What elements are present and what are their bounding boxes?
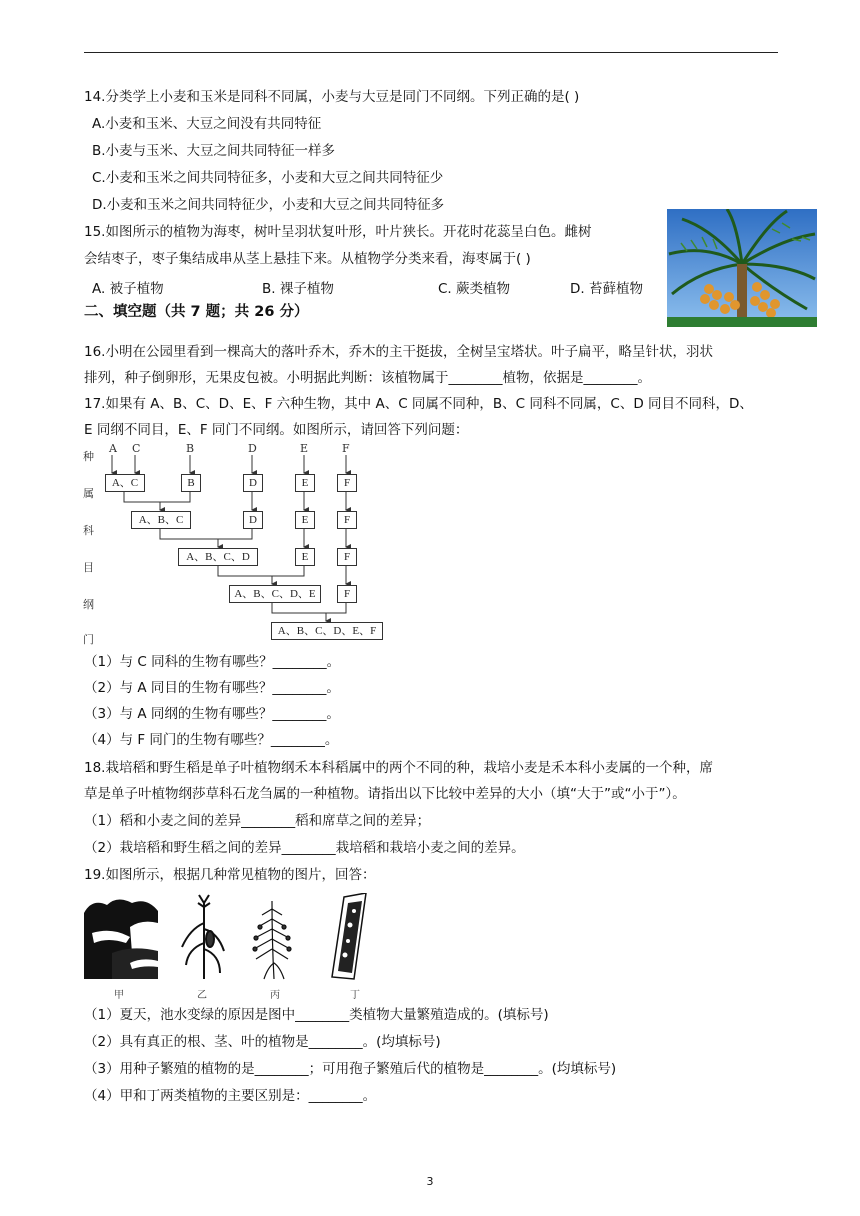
rank-order: 目 — [83, 561, 94, 574]
q18-sub2: （2）栽培稻和野生稻之间的差异________栽培稻和栽培小麦之间的差异。 — [84, 840, 525, 856]
box-phylum-all: A、B、C、D、E、F — [271, 622, 383, 640]
top-label-d: D — [248, 442, 257, 455]
top-label-e: E — [300, 442, 309, 455]
q14-stem: 14.分类学上小麦和玉米是同科不同属，小麦与大豆是同门不同纲。下列正确的是( ) — [84, 89, 580, 105]
q18-line2: 草是单子叶植物纲莎草科石龙刍属的一种植物。请指出以下比较中差异的大小（填“大于”或“小于”）。 — [84, 786, 686, 802]
section-title: 二、填空题（共 7 题；共 26 分） — [84, 304, 309, 320]
q15-option-d[interactable]: D. 苔藓植物 — [570, 281, 643, 297]
q17-line2: E 同纲不同目，E、F 同门不同纲。如图所示，请回答下列问题： — [84, 422, 469, 438]
img-label-ding: 丁 — [350, 990, 360, 1001]
top-label-f: F — [342, 442, 350, 455]
rank-phylum: 门 — [83, 633, 94, 646]
box-family-d: D — [243, 511, 263, 529]
q15-line1: 15.如图所示的植物为海枣，树叶呈羽状复叶形，叶片狭长。开花时花蕊呈白色。雌树 — [84, 224, 592, 240]
box-genus-f: F — [337, 474, 357, 492]
q19-sub1: （1）夏天，池水变绿的原因是图中________类植物大量繁殖造成的。(填标号) — [84, 1007, 549, 1023]
q19-line1: 19.如图所示，根据几种常见植物的图片，回答： — [84, 867, 376, 883]
img-label-yi: 乙 — [197, 990, 207, 1001]
q14-option-c[interactable]: C.小麦和玉米之间共同特征多，小麦和大豆之间共同特征少 — [92, 170, 444, 186]
q15-option-b[interactable]: B. 裸子植物 — [262, 281, 334, 297]
corn-plant-image — [182, 895, 224, 979]
img-label-jia: 甲 — [114, 990, 124, 1001]
box-family-f: F — [337, 511, 357, 529]
q17-sub3: （3）与 A 同纲的生物有哪些？________。 — [84, 706, 340, 722]
box-order-abcd: A、B、C、D — [178, 548, 258, 566]
q15-option-a[interactable]: A. 被子植物 — [92, 281, 164, 297]
q17-sub4: （4）与 F 同门的生物有哪些？________。 — [84, 732, 339, 748]
box-genus-ac: A、C — [105, 474, 145, 492]
img-label-bing: 丙 — [270, 990, 280, 1001]
q15-option-c[interactable]: C. 蕨类植物 — [438, 281, 511, 297]
q14-option-a[interactable]: A.小麦和玉米、大豆之间没有共同特征 — [92, 116, 322, 132]
q17-line1: 17.如果有 A、B、C、D、E、F 六种生物，其中 A、C 同属不同种，B、C 同科不同属，C、D 同目不同科，D、 — [84, 396, 753, 412]
q18-sub1: （1）稻和小麦之间的差异________稻和席草之间的差异； — [84, 813, 431, 829]
q15-line2: 会结枣子，枣子集结成串从茎上悬挂下来。从植物学分类来看，海枣属于( ) — [84, 251, 531, 267]
rank-family: 科 — [83, 524, 94, 537]
box-family-abc: A、B、C — [131, 511, 191, 529]
rank-genus: 属 — [83, 487, 94, 500]
box-genus-e: E — [295, 474, 315, 492]
rank-class: 纲 — [83, 598, 94, 611]
box-genus-d: D — [243, 474, 263, 492]
box-class-abcde: A、B、C、D、E — [229, 585, 321, 603]
rank-species: 种 — [83, 450, 94, 463]
box-order-f: F — [337, 548, 357, 566]
box-order-e: E — [295, 548, 315, 566]
page-number: 3 — [426, 1175, 434, 1188]
top-label-a: A — [109, 442, 117, 455]
q19-sub4: （4）甲和丁两类植物的主要区别是：________。 — [84, 1088, 377, 1104]
q14-option-d[interactable]: D.小麦和玉米之间共同特征少，小麦和大豆之间共同特征多 — [92, 197, 445, 213]
box-family-e: E — [295, 511, 315, 529]
box-class-f: F — [337, 585, 357, 603]
box-genus-b: B — [181, 474, 201, 492]
q16-line1: 16.小明在公园里看到一棵高大的落叶乔木，乔木的主干挺拔，全树呈宝塔状。叶子扁平，略呈针状，羽状 — [84, 344, 713, 360]
date-palm-image — [667, 209, 817, 327]
q18-line1: 18.栽培稻和野生稻是单子叶植物纲禾本科稻属中的两个不同的种，栽培小麦是禾本科小麦属的一个种，席 — [84, 760, 713, 776]
q17-sub1: （1）与 C 同科的生物有哪些？________。 — [84, 654, 341, 670]
q19-sub2: （2）具有真正的根、茎、叶的植物是________。(均填标号) — [84, 1034, 441, 1050]
algae-image — [332, 893, 366, 979]
top-label-c: C — [132, 442, 141, 455]
fern-image — [253, 901, 291, 979]
q14-option-b[interactable]: B.小麦与玉米、大豆之间共同特征一样多 — [92, 143, 336, 159]
pine-tree-image — [82, 893, 160, 979]
q19-sub3: （3）用种子繁殖的植物的是________；可用孢子繁殖后代的植物是________。(均填标号) — [84, 1061, 617, 1077]
q16-line2: 排列，种子倒卵形，无果皮包被。小明据此判断：该植物属于________植物，依据是________。 — [84, 370, 651, 386]
q17-sub2: （2）与 A 同目的生物有哪些？________。 — [84, 680, 340, 696]
top-label-b: B — [186, 442, 195, 455]
plant-images — [82, 893, 372, 983]
header-rule — [84, 52, 778, 53]
